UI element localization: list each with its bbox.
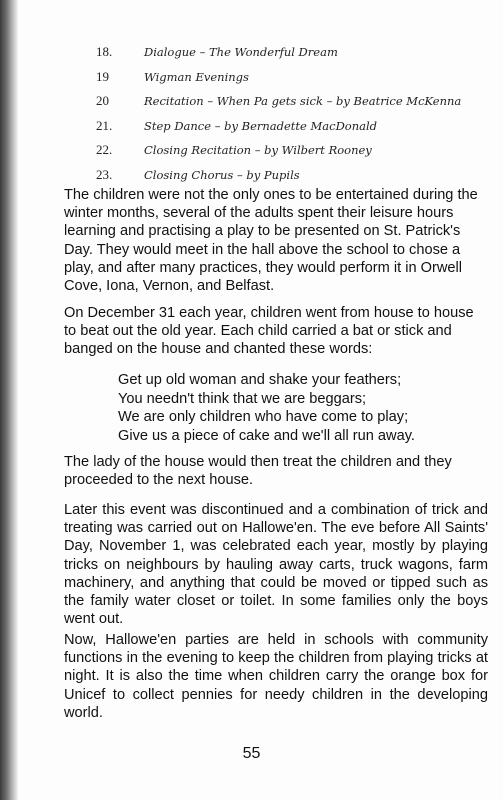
paragraph-new-year: On December 31 each year, children went from house to house to beat out the old year. Each child carried a bat or stick and banged on the house and chanted these words: xyxy=(64,305,474,358)
program-item-text: Recitation – When Pa gets sick – by Beatrice McKenna xyxy=(144,94,462,108)
poem-line: Get up old woman and shake your feathers; xyxy=(118,372,402,388)
paragraph-halloween-today: Now, Hallowe'en parties are held in schools with community functions in the evening to keep the children from playing tricks at night. It is also the time when children carry the orange box for Unicef to collect pennies for needy children in the developing world. xyxy=(64,632,488,721)
paragraph-adult-play: The children were not the only ones to be entertained during the winter months, several of the adults spent their leisure hours learning and practising a play to be presented on St. Patrick's Day. They would meet in the hall above the school to chose a play, and after many practices, they would perform it in Orwell Cove, Iona, Vernon, and Belfast. xyxy=(64,187,478,295)
program-item-number: 19 xyxy=(96,68,109,84)
chant-poem xyxy=(118,371,488,445)
program-item xyxy=(96,69,476,94)
program-item-text: Closing Chorus – by Pupils xyxy=(144,167,300,182)
program-item-number: 23. xyxy=(96,166,113,182)
program-item xyxy=(96,44,476,69)
program-item xyxy=(96,118,476,143)
paragraph-treat: The lady of the house would then treat the children and they proceeded to the next house. xyxy=(64,454,452,489)
program-item-number: 21. xyxy=(96,117,113,133)
program-item xyxy=(96,142,476,167)
poem-line: Give us a piece of cake and we'll all run away. xyxy=(118,427,415,444)
program-item-number: 22. xyxy=(96,142,113,157)
book-spine-shadow xyxy=(0,0,18,800)
program-item-text: Closing Recitation – by Wilbert Rooney xyxy=(144,143,372,157)
poem-line: You needn't think that we are beggars; xyxy=(118,390,367,407)
program-item-text: Dialogue – The Wonderful Dream xyxy=(144,45,338,59)
program-item xyxy=(96,93,476,118)
paragraph-halloween-history: Later this event was discontinued and a combination of trick and treating was carried out on Hallowe'en. The eve before All Saints' Day, November 1, was celebrated each year, mostly by playing tricks on neighbours by hauling away carts, truck wagons, farm machinery, and anything that could be moved or tipped such as the family water closet or toilet. In some families only the boys went out. xyxy=(64,502,488,628)
program-item-text: Step Dance – by Bernadette MacDonald xyxy=(144,118,378,133)
program-item-text: Wigman Evenings xyxy=(144,69,249,84)
page-number: 55 xyxy=(242,745,261,762)
concert-program-list xyxy=(96,44,476,191)
poem-line: We are only children who have come to play; xyxy=(118,409,409,426)
program-item-number: 20 xyxy=(96,93,109,108)
program-item-number: 18. xyxy=(96,44,113,59)
